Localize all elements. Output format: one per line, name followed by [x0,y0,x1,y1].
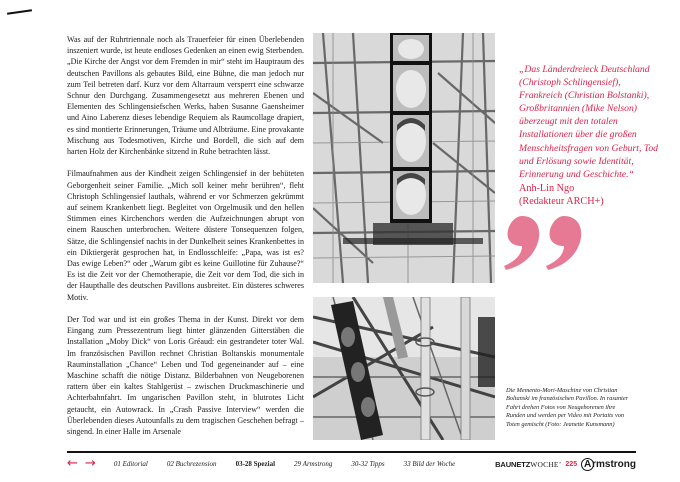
footer-link-editorial[interactable]: 01 Editorial [113,460,148,468]
photo-baby-film-scaffold [313,33,495,283]
footer-divider [67,451,636,453]
footer-link-tipps[interactable]: 30-32 Tipps [351,460,385,468]
photo-scaffold-installation [313,297,495,440]
article-paragraph-1: Was auf der Ruhrtriennale noch als Trauerfeier für einen Überlebenden inszeniert wurde, ist heute endloses Gedenken an einen ewig Sterbenden. „Die Kirche der Angst vor dem Fremden in mir“ steht im Hauptraum des deutschen Pavillons als gebautes Bild, eine Bühne, die man jedoch nur zum Teil betreten darf. Kurz vor dem Altarraum versperrt eine schwarze Schnur den Durchgang. Zusammengesetzt aus mehreren Ebenen und Elementen des Schlingensiefschen Werks, haben Susanne Gaensheimer und Aino Laberenz dieses lebendige Requiem als Raumcollage drapiert, es sind montierte Erinnerungen, Träume und Albträume. Eine provakante Mischung aus Todesmotiven, Kirche und Bordell, die sich auf dem harten Holz der Kirchenbänke sitzend in Ruhe betrachten lässt. [67,35,304,157]
article-body [67,34,304,448]
previous-page-arrow-icon[interactable]: ← [67,456,78,471]
footer-link-bild-der-woche[interactable]: 33 Bild der Woche [403,460,456,468]
woche-logo-text: WOCHE’ [530,459,562,469]
footer-link-buchrezension[interactable]: 02 Buchrezension [166,460,217,468]
footer-navigation [67,457,636,471]
footer-brand [495,458,636,471]
photo-scaffold-installation-graphic [313,297,495,440]
baunetz-logo-text: BAUNETZ [495,459,531,469]
issue-number: 225 [565,460,578,468]
photo-baby-film-scaffold-graphic [313,33,495,283]
article-paragraph-3: Der Tod war und ist ein großes Thema in der Kunst. Direkt vor dem Eingang zum Pressezentrum liegt hinter glänzenden Gitterstäben die Installation „Moby Dick“ von Loris Gréaud: ein gestrandeter toter Wal. Im französischen Pavillon rechnet Christian Boltanskis monumentale Rauminstallation „Chance“ Leben und Tod gegeneinander auf – eine Maschine schafft die nötige Distanz. Bilderbahnen von Neugeborenen rattern über ein kaltes Stahlgerüst – zwischen Druckmaschinerie und Achterbahnfahrt. Im ungarischen Pavillon steht, in blutrotes Licht getaucht, ein Autowrack. In „Crash Passive Interview“ werden die Überlebenden dieses Autounfalls zu dem tragischen Geschehen befragt – singend. In einer Halle im Arsenale [67,315,304,437]
pullquote-text: „Das Länderdreieck Deutschland (Christoph Schlingensief), Frankreich (Christian Bolstanki), Großbritannien (Mike Nelson) überzeugt mit den totalen Installationen über die großen Menschheitsfragen von Geburt, Tod und Erlösung sowie Identität, Erinnerung und Geschichte.“ [519,64,659,180]
armstrong-logo [581,458,636,471]
quote-mark-icon [500,212,590,272]
photo-caption: Die Memento-Mori-Maschine von Christian Boltanski im französischen Pavillon. In rasanter Fahrt drehen Fotos von Neugeborenen ihre Runden und werden per Video mit Portaits von Toten gemischt (Foto: Jeanette Kunsmann) [506,387,629,428]
pullquote-block [519,63,659,208]
quote-mark-graphic [500,212,590,272]
footer-link-spezial[interactable]: 03-28 Spezial [235,460,276,468]
pullquote-author: Anh-Lin Ngo [519,182,575,194]
footer-link-armstrong[interactable]: 29 Armstrong [294,460,333,468]
armstrong-logo-circle-icon: A [581,458,594,471]
corner-crop-mark [7,9,32,14]
armstrong-logo-text: rmstrong [592,458,636,470]
article-paragraph-2: Filmaufnahmen aus der Kindheit zeigen Schlingensief in der behüteten Geborgenheit seiner Familie. „Mich soll keiner mehr berühren“, fleht Christoph Schlingensief lauthals, während er vor Schmerzen gekrümmt auf seinem Krankenbett liegt. Begleitet von Orgelmusik und den hellen Stimmen eines Kirchenchors werden die Aufzeichnungen abrupt von einem Rauschen unterbrochen. Weitere düstere Tonsequenzen folgen, Sätze, die Schlingensief nachts in der Dunkelheit seines Krankenbettes in ein Diktiergerät gesprochen hat, in Endlosschleife: „Papa, was ist es? Das ewige Leben?“ oder „Warum gibt es keine Guillotine für Zuhause?“ Es ist die Zeit vor der Chemotherapie, die Zeit vor dem Tod, die sich in der Haupthalle des deutschen Pavillons ausbreitet. Ein düsteres schweres Motiv. [67,169,304,302]
pullquote-role: (Redakteur ARCH+) [519,195,604,207]
next-page-arrow-icon[interactable]: → [84,456,96,471]
pullquote-attribution [519,182,659,208]
